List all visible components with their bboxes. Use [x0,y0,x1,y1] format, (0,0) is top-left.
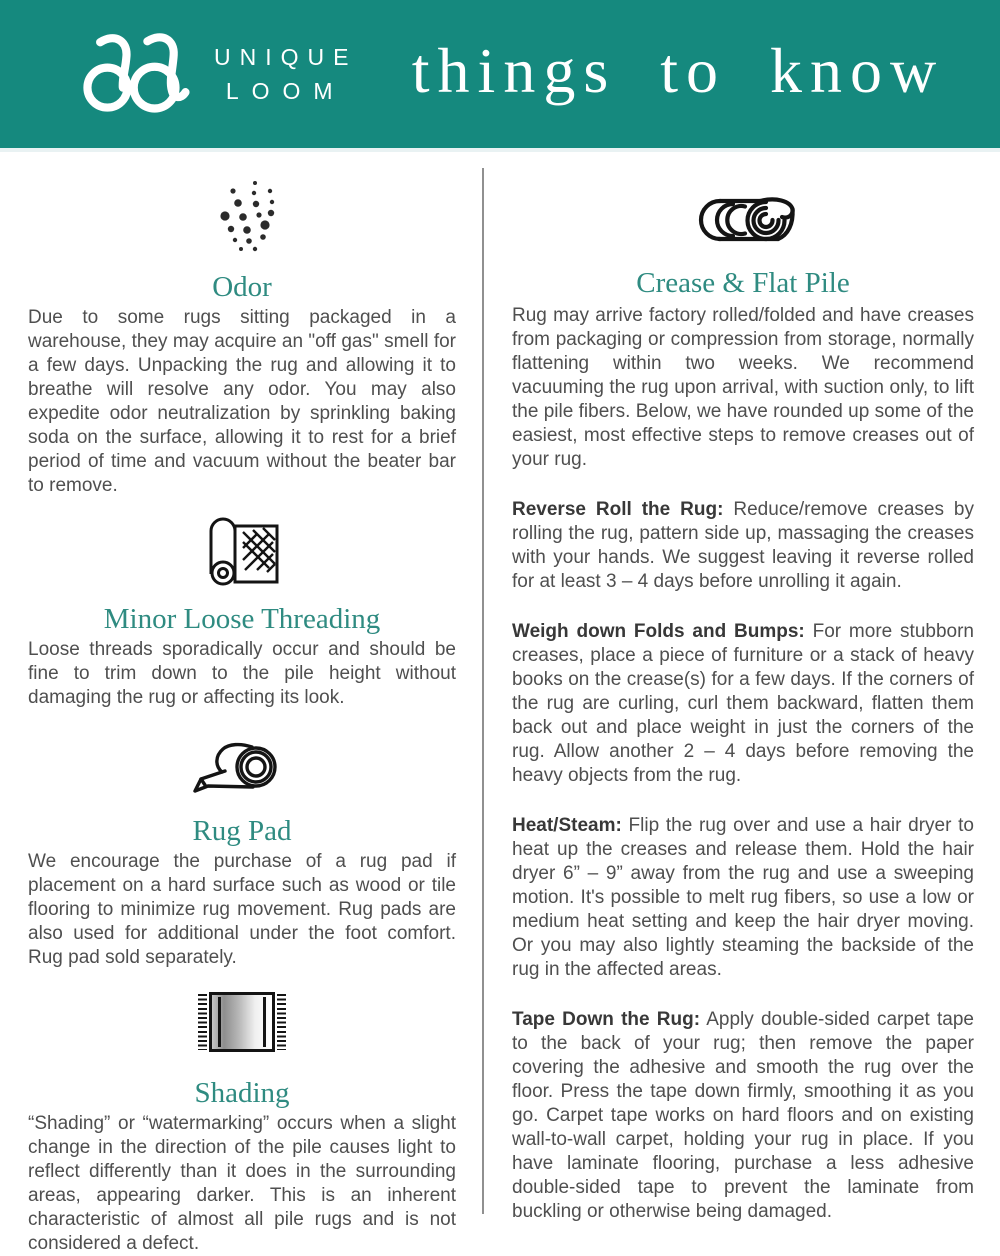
rug-pad-roll-icon [192,736,292,798]
section-odor [28,178,456,498]
unique-loom-dd-icon [82,26,200,122]
section-rug-pad [28,736,456,970]
tip-heat-steam [512,814,974,982]
brand-line-loom: LOOM [225,78,346,104]
tip-label-heat-steam: Heat/Steam: [512,815,622,836]
section-heading-crease: Crease & Flat Pile [636,267,850,299]
section-heading-shading: Shading [194,1077,290,1109]
column-divider [482,168,484,1214]
tip-text-reverse-roll: Reduce/remove creases by rolling the rug, pattern side up, massaging the creases with your hands. We suggest leaving it reverse rolled for at least 3 – 4 days before unrolling it again. [512,499,974,592]
tip-reverse-roll [512,498,974,594]
section-shading [28,992,456,1256]
section-minor-loose-threading [28,514,456,710]
section-body-threading: Loose threads sporadically occur and should be fine to trim down to the pile height without damaging the rug or affecting its look. [28,639,456,708]
brand-name [214,40,357,109]
section-heading-threading: Minor Loose Threading [103,603,381,635]
brand-logo [82,26,357,122]
page-title: things to know [411,35,945,106]
tip-label-reverse-roll: Reverse Roll the Rug: [512,499,724,520]
shaded-rug-icon [198,992,286,1052]
section-body-odor: Due to some rugs sitting packaged in a warehouse, they may acquire an "off gas" smell for a few days. Unpacking the rug and allowing it to breathe will resolve any odor. You may also expedite odor neutralization by sprinkling baking soda on the surface, allowing it to rest for a brief period of time and vacuum without the beater bar to remove. [28,307,456,496]
page-header [0,0,1000,152]
left-column [28,168,456,1256]
brand-line-unique: UNIQUE [214,43,358,70]
section-heading-rug-pad: Rug Pad [192,815,292,847]
odor-particles-icon [209,178,275,254]
tip-weigh-down [512,620,974,788]
rolled-rug-side-icon [690,194,796,246]
crease-intro-paragraph: Rug may arrive factory rolled/folded and have creases from packaging or compression from storage, normally flattening within two weeks. We recommend vacuuming the rug upon arrival, with suction only, to lift the pile fibers. Below, we have rounded up some of the easiest, most effective steps to remove creases out of your rug. [512,305,974,470]
tip-text-weigh-down: For more stubborn creases, place a piece of furniture or a stack of heavy books on the crease(s) for a few days. If the corners of the rug are curling, curl them backward, flatten them back out and place weight in just the corners of the rug. Allow another 2 – 4 days before removing the heavy objects from the rug. [512,621,974,786]
section-heading-odor: Odor [212,271,272,303]
tip-label-tape-down: Tape Down the Rug: [512,1009,701,1030]
section-body-shading: “Shading” or “watermarking” occurs when a slight change in the direction of the pile causes light to reflect differently than it does in the surrounding areas, appearing darker. This is an inherent characteristic of almost all pile rugs and is not considered a defect. [28,1113,456,1254]
rolled-rug-threads-icon [203,514,281,588]
tip-text-heat-steam: Flip the rug over and use a hair dryer to heat up the creases and release them. Hold the hair dryer 6” – 9” away from the rug and use a sweeping motion. It's possible to melt rug fibers, so use a low or medium heat setting and keep the hair dryer moving. Or you may also lightly steaming the backside of the rug in the affected areas. [512,815,974,980]
section-body-rug-pad: We encourage the purchase of a rug pad if placement on a hard surface such as wood or tile flooring to minimize rug movement. Rug pads are also used for additional under the foot comfort. Rug pad sold separately. [28,851,456,968]
tip-tape-down [512,1008,974,1224]
tip-label-weigh-down: Weigh down Folds and Bumps: [512,621,805,642]
right-column [512,168,974,1224]
tip-text-tape-down: Apply double-sided carpet tape to the back of your rug; then remove the paper covering the adhesive and smooth the rug over the floor. Press the tape down firmly, smoothing it as you go. Carpet tape works on hard floors and on existing wall-to-wall carpet, holding your rug in place. If you have laminate flooring, purchase a less adhesive double-sided tape to prevent the laminate from buckling or otherwise being damaged. [512,1009,974,1222]
